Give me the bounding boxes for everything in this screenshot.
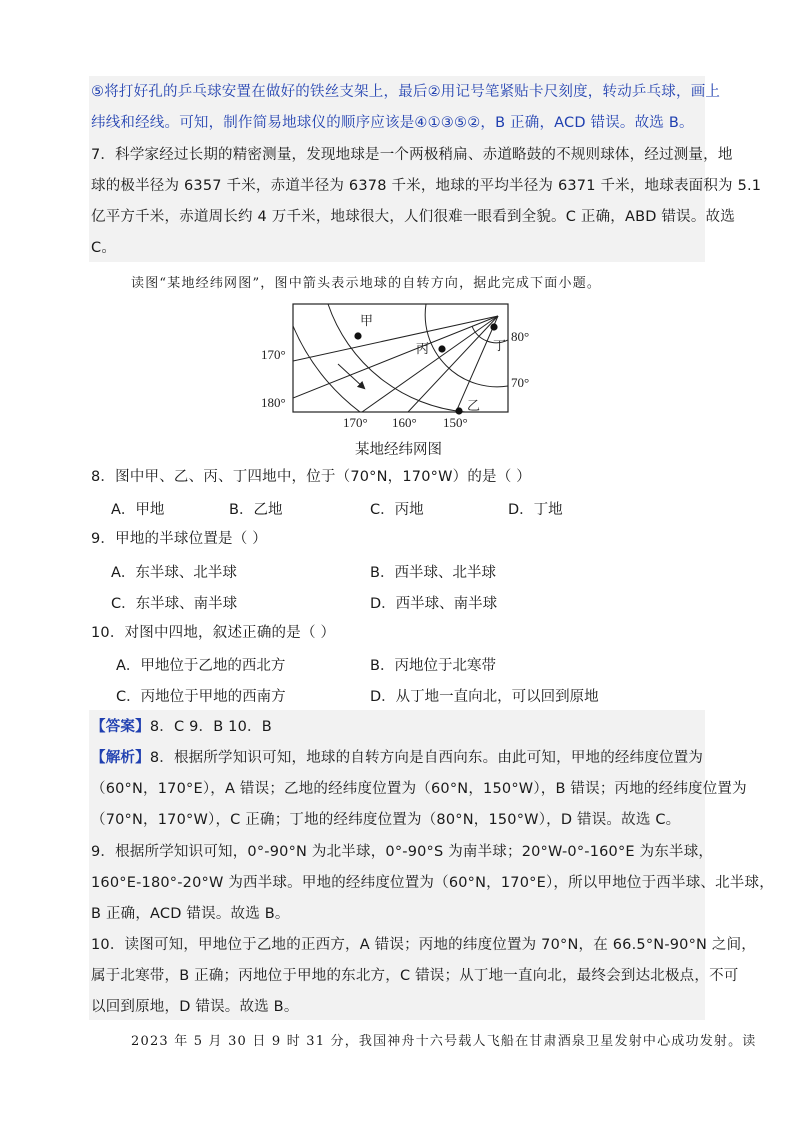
- point-jia: [354, 332, 361, 339]
- analysis-line-9: 以回到原地，D 错误。故选 B。: [91, 999, 299, 1015]
- q10-stem: 10．对图中四地，叙述正确的是（ ）: [91, 625, 336, 641]
- parallel-50: [293, 326, 360, 412]
- q9-option-b: B．西半球、北半球: [370, 565, 496, 581]
- lon-label-150-bottom: 150°: [443, 415, 468, 430]
- graticule-figure: [240, 296, 560, 461]
- lat-label-80: 80°: [511, 329, 530, 344]
- meridian-170e: [362, 316, 498, 412]
- analysis-line-5: 160°E-180°-20°W 为西半球。甲地的经纬度位置为（60°N，170°E），所以甲地位于西半球、北半球，: [91, 875, 774, 891]
- q10-option-c: C．丙地位于甲地的西南方: [116, 689, 286, 705]
- lon-label-180-left: 180°: [261, 395, 286, 410]
- figure-caption: 某地经纬网图: [355, 442, 442, 458]
- q9-option-d: D．西半球、南半球: [370, 596, 498, 612]
- analysis-line-7: 10．读图可知，甲地位于乙地的正西方，A 错误；丙地的纬度位置为 70°N，在 66.5°N-90°N 之间，: [91, 937, 757, 953]
- label-bing: 丙: [416, 342, 430, 357]
- analysis-text-1: 8．根据所学知识可知，地球的自转方向是自西向东。由此可知，甲地的经纬度位置为: [149, 750, 704, 766]
- analysis-line-8: 属于北寒带，B 正确；丙地位于甲地的东北方，C 错误；从丁地一直向北，最终会到达北极点，不可: [91, 968, 739, 984]
- meridian-170w-left: [293, 316, 498, 361]
- analysis-line-1: [91, 748, 703, 768]
- point-bing: [438, 345, 445, 352]
- figure-frame: [293, 304, 508, 412]
- lon-label-170-bottom: 170°: [343, 415, 368, 430]
- label-ding: 丁: [493, 339, 507, 354]
- prev-answer-line-2: 纬线和经线。可知，制作简易地球仪的顺序应该是④①③⑤②，B 正确，ACD 错误。故选 B。: [91, 115, 694, 131]
- next-question-intro: 2023 年 5 月 30 日 9 时 31 分，我国神舟十六号载人飞船在甘肃酒泉卫星发射中心成功发射。读: [131, 1034, 757, 1049]
- lat-label-70: 70°: [511, 375, 530, 390]
- q10-option-a: A．甲地位于乙地的西北方: [116, 658, 286, 674]
- analysis-tag: 【解析】: [91, 750, 150, 766]
- analysis-line-6: B 正确，ACD 错误。故选 B。: [91, 906, 290, 922]
- figure-intro: 读图“某地经纬网图”，图中箭头表示地球的自转方向，据此完成下面小题。: [131, 276, 602, 291]
- rotation-arrow: [338, 364, 364, 388]
- q8-option-a: A．甲地: [111, 502, 165, 518]
- q10-option-b: B．丙地位于北寒带: [370, 658, 496, 674]
- answer-line: [91, 717, 272, 737]
- q8-option-d: D．丁地: [508, 502, 563, 518]
- answer-tag: 【答案】: [91, 719, 150, 735]
- q7-line-2: 球的极半径为 6357 千米，赤道半径为 6378 千米，地球的平均半径为 6371 千米，地球表面积为 5.1: [91, 178, 762, 194]
- parallel-60: [328, 304, 465, 412]
- label-yi: 乙: [467, 399, 481, 414]
- q9-option-a: A．东半球、北半球: [111, 565, 237, 581]
- point-yi: [455, 407, 462, 414]
- analysis-line-3: （70°N，170°W），C 正确；丁地的经纬度位置为（80°N，150°W），D 错误。故选 C。: [91, 812, 681, 828]
- lon-label-170-left: 170°: [261, 347, 286, 362]
- q8-stem: 8．图中甲、乙、丙、丁四地中，位于（70°N，170°W）的是（ ）: [91, 469, 531, 485]
- q8-option-c: C．丙地: [370, 502, 424, 518]
- q7-line-4: C。: [91, 240, 117, 256]
- q9-option-c: C．东半球、南半球: [111, 596, 238, 612]
- lon-label-160-bottom: 160°: [392, 415, 417, 430]
- analysis-line-2: （60°N，170°E），A 错误；乙地的经纬度位置为（60°N，150°W），B 错误；丙地的经纬度位置为: [91, 781, 747, 797]
- meridian-160: [408, 316, 498, 412]
- prev-answer-line-1: ⑤将打好孔的乒乓球安置在做好的铁丝支架上，最后②用记号笔紧贴卡尺刻度，转动乒乓球，画上: [91, 84, 721, 100]
- point-ding: [490, 323, 497, 330]
- q8-option-b: B．乙地: [229, 502, 283, 518]
- q9-stem: 9．甲地的半球位置是（ ）: [91, 531, 267, 547]
- label-jia: 甲: [360, 314, 374, 329]
- analysis-line-4: 9．根据所学知识可知，0°-90°N 为北半球，0°-90°S 为南半球；20°W-0°-160°E 为东半球，: [91, 844, 714, 860]
- q10-option-d: D．从丁地一直向北，可以回到原地: [370, 689, 599, 705]
- q7-line-1: 7．科学家经过长期的精密测量，发现地球是一个两极稍扁、赤道略鼓的不规则球体，经过测量，地: [91, 147, 733, 163]
- answer-text: 8．C 9．B 10．B: [149, 719, 272, 735]
- q7-line-3: 亿平方千米，赤道周长约 4 万千米，地球很大，人们很难一眼看到全貌。C 正确，ABD 错误。故选: [91, 209, 735, 225]
